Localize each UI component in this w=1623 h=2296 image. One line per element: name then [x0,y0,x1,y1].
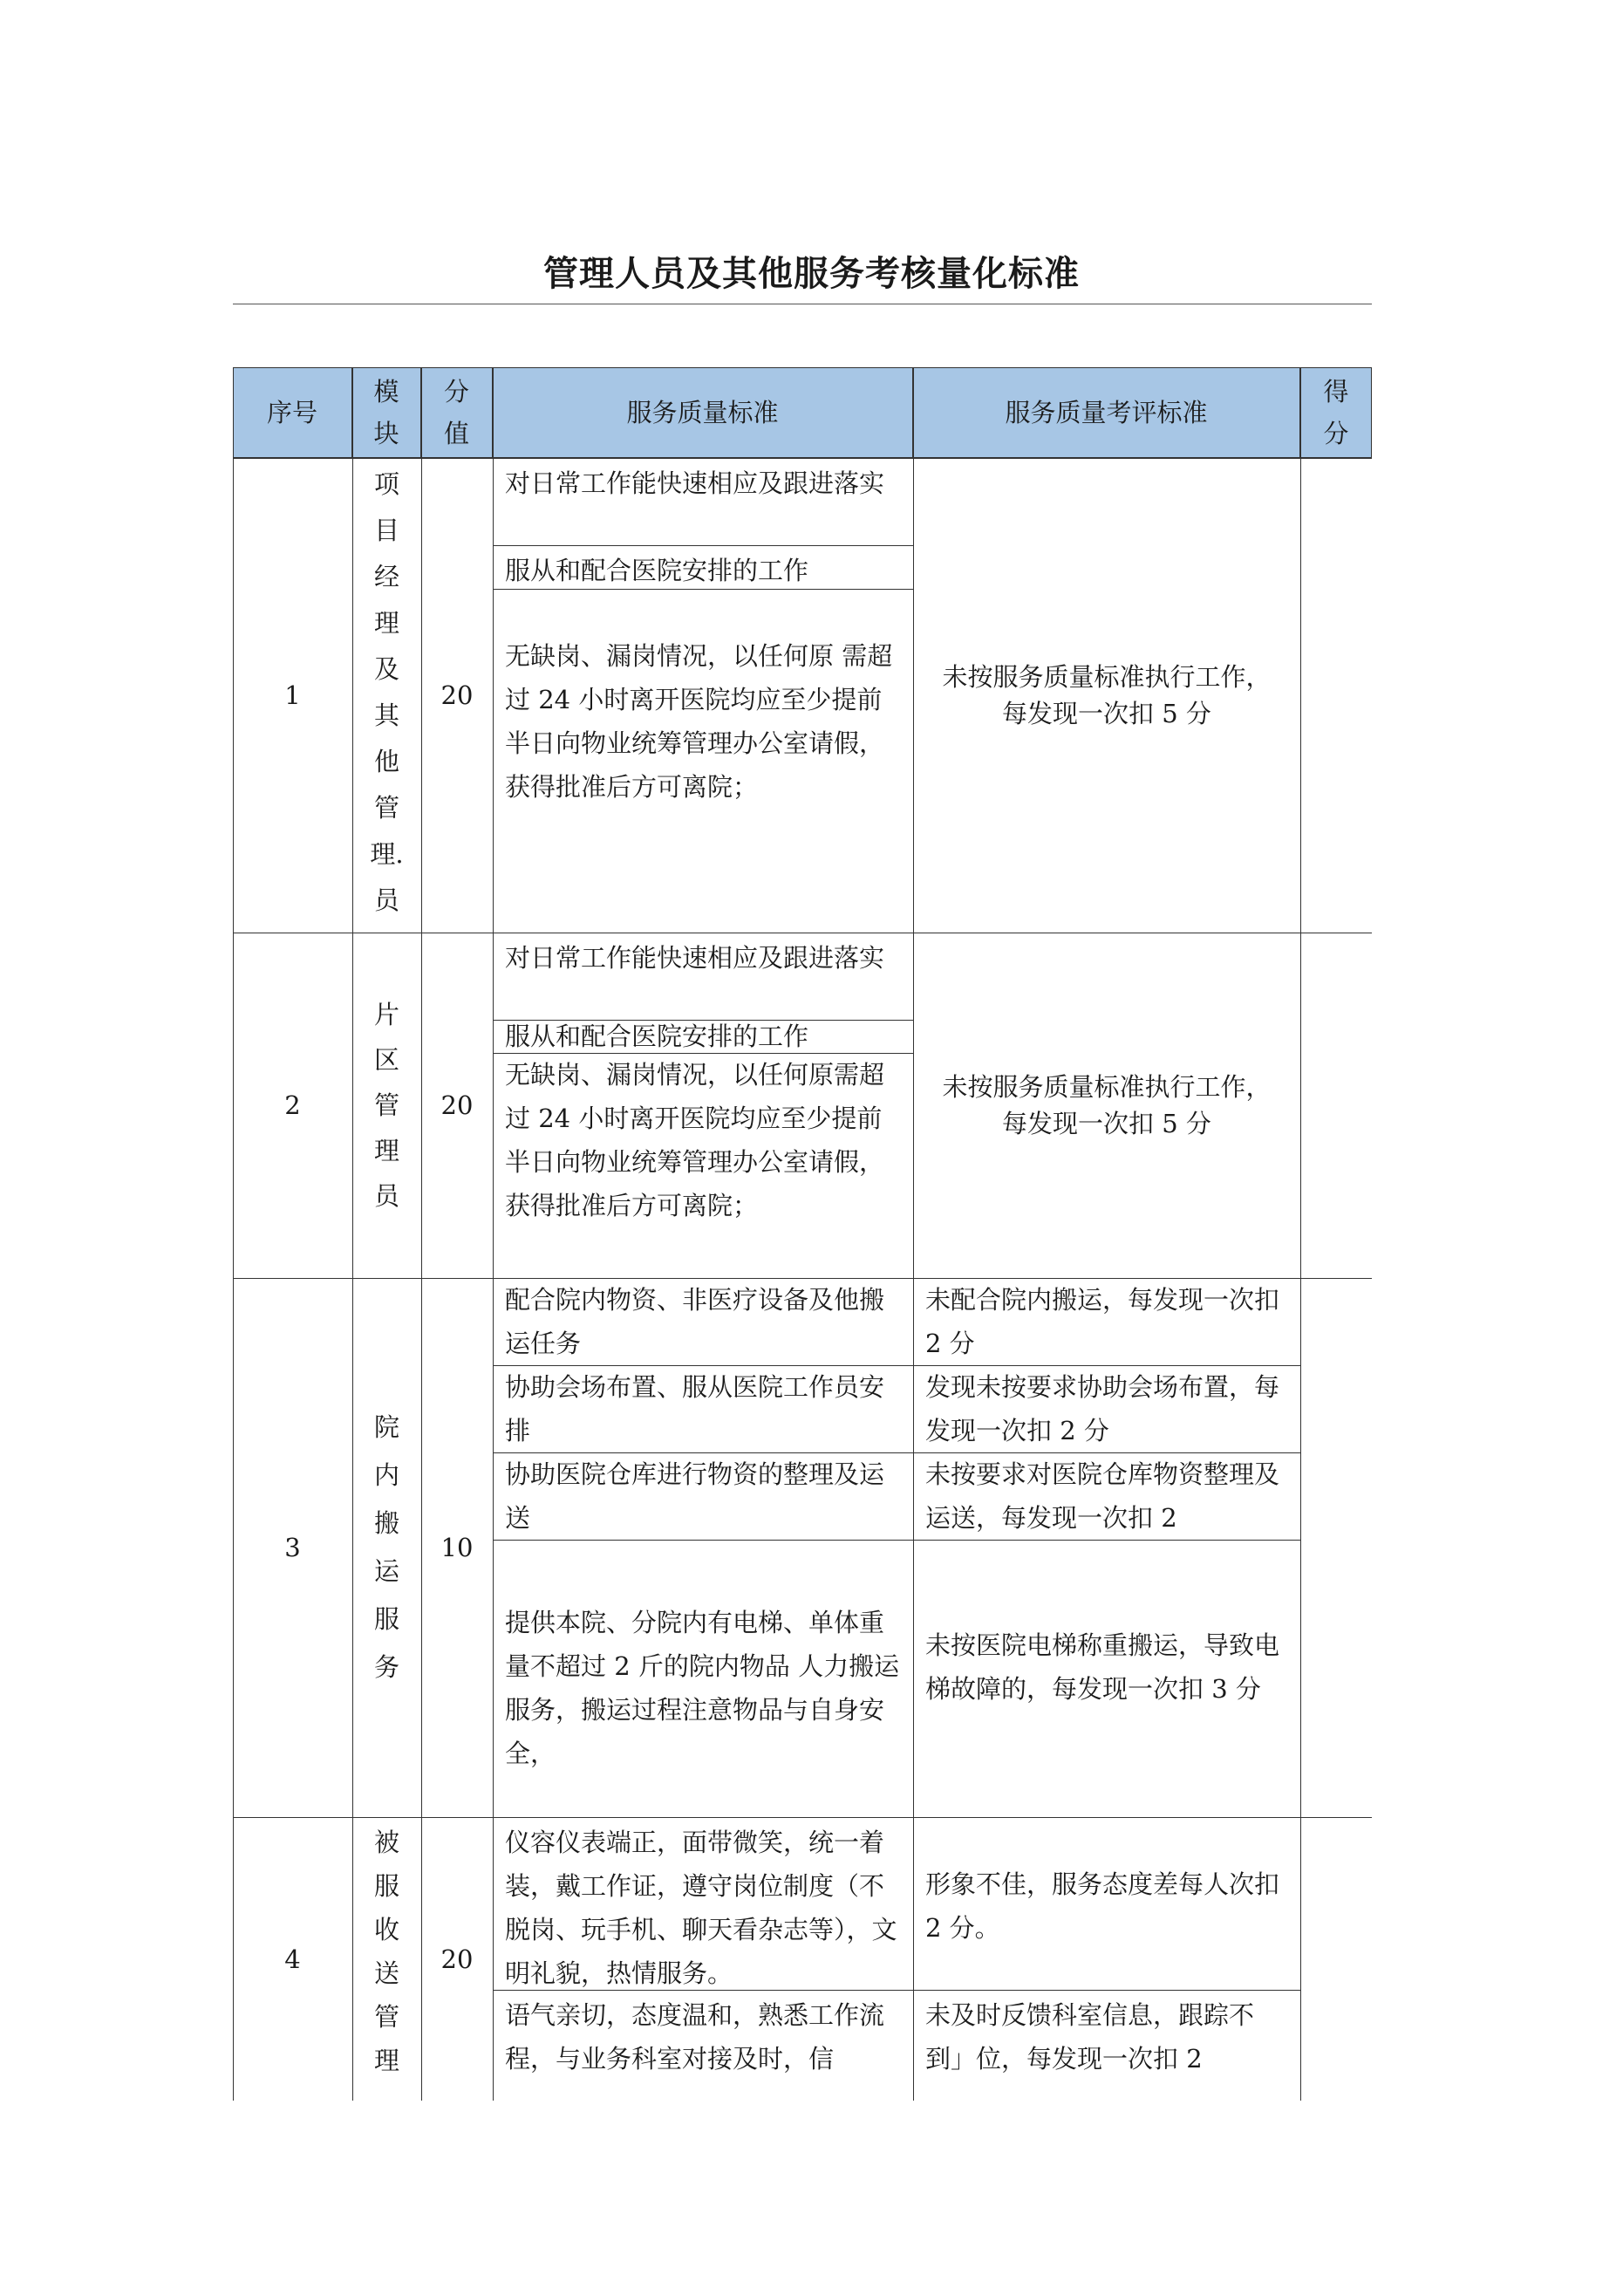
row3-criteria-2: 发现未按要求协助会场布置，每发现一次扣 2 分 [925,1372,1280,1445]
row4-standard-1: 仪容仪表端正，面带微笑，统一着装，戴工作证，遵守岗位制度（不脱岗、玩手机、聊天看杂志等），文明礼貌，热情服务。 [505,1828,897,1988]
grid-line [233,1817,1372,1818]
grid-line [493,1990,1300,1991]
grid-line [421,367,422,2101]
row4-seq: 4 [284,1944,301,1974]
grid-line [493,1365,1300,1366]
header-result: 得分 [1300,367,1372,458]
grid-line [233,367,1372,368]
row2-seq: 2 [284,1090,301,1120]
row3-seq: 3 [284,1533,301,1562]
row3-standard-2: 协助会场布置、服从医院工作员安排 [505,1372,885,1445]
row4-standard-2: 语气亲切，态度温和，熟悉工作流程，与业务科室对接及时，信 [505,2000,885,2074]
row3-criteria-1: 未配合院内搬运，每发现一次扣 2 分 [925,1285,1280,1358]
row4-criteria-2: 未及时反馈科室信息，跟踪不到」位，每发现一次扣 2 [925,2000,1255,2074]
header-seq: 序号 [233,367,352,458]
row2-module: 片区管理员 [373,1000,399,1211]
grid-line [493,1540,1300,1541]
header-module: 模块 [352,367,421,458]
row3-criteria-3: 未按要求对医院仓库物资整理及运送，每发现一次扣 2 [925,1459,1280,1533]
row3-standard-4: 提供本院、分院内有电梯、单体重量不超过 2 斤的院内物品 人力搬运服务，搬运过程注意物品与自身安全， [505,1608,900,1768]
grid-line [233,458,1372,459]
row1-seq: 1 [284,680,301,710]
row2-criteria: 未按服务质量标准执行工作，每发现一次扣 5 分 [942,1072,1272,1138]
row2-standard-3: 无缺岗、漏岗情况，以任何原需超过 24 小时离开医院均应至少提前半日向物业统筹管理办公室请假，获得批准后方可离院； [505,1060,885,1220]
grid-line [233,367,234,2101]
row3-standard-3: 协助医院仓库进行物资的整理及运送 [505,1459,885,1533]
grid-line [233,1278,1372,1279]
grid-line [493,1452,1300,1453]
row4-criteria-1: 形象不佳，服务态度差每人次扣 2 分。 [925,1869,1280,1943]
row3-module: 院内搬运服务 [373,1412,399,1682]
page-title: 管理人员及其他服务考核量化标准 [543,254,1080,294]
row1-standard-2: 服从和配合医院安排的工作 [505,556,809,585]
row1-standard-1: 对日常工作能快速相应及跟进落实 [505,468,885,498]
grid-line [352,367,353,2101]
row1-module: 项目经理及其他管理.员 [370,469,404,915]
row2-standard-1: 对日常工作能快速相应及跟进落实 [505,943,885,973]
grid-line [493,1020,913,1021]
row2-score: 20 [440,1090,474,1120]
row3-criteria-4: 未按医院电梯称重搬运，导致电梯故障的，每发现一次扣 3 分 [925,1630,1280,1704]
header-score: 分值 [421,367,493,458]
row3-standard-1: 配合院内物资、非医疗设备及他搬运任务 [505,1285,885,1358]
grid-line [1371,367,1372,458]
grid-line [1300,367,1301,2101]
row3-score: 10 [440,1533,474,1562]
grid-line [493,545,913,546]
row1-criteria: 未按服务质量标准执行工作，每发现一次扣 5 分 [942,662,1272,728]
row1-score: 20 [440,680,474,710]
grid-line [493,367,494,2101]
row4-module: 被服收送管理 [373,1828,399,2075]
assessment-table [233,367,1372,2101]
grid-line [913,367,914,2101]
grid-line [493,1053,913,1054]
row4-score: 20 [440,1944,474,1974]
row1-standard-3: 无缺岗、漏岗情况，以任何原 需超过 24 小时离开医院均应至少提前半日向物业统筹管理办公室请假，获得批准后方可离院； [505,641,893,802]
grid-line [493,589,913,590]
row2-standard-2: 服从和配合医院安排的工作 [505,1022,809,1051]
header-criteria: 服务质量考评标准 [913,367,1300,458]
header-standard: 服务质量标准 [493,367,913,458]
